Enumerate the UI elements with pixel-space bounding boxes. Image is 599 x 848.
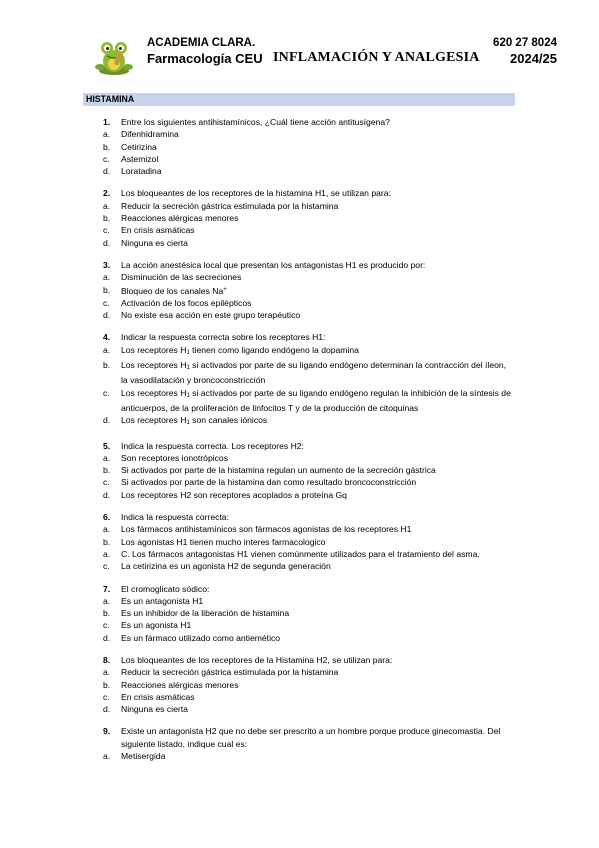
question-item	[103, 725, 515, 762]
answer-option	[103, 237, 515, 249]
answer-option	[103, 128, 515, 140]
option-text	[121, 452, 515, 464]
subscript: 1	[186, 365, 190, 372]
answer-option	[103, 212, 515, 224]
question-stem	[103, 259, 515, 271]
option-text	[121, 212, 515, 224]
option-text-body: son canales iónicos	[189, 415, 268, 426]
answer-option	[103, 750, 515, 762]
question-item	[103, 654, 515, 715]
answer-option	[103, 387, 515, 415]
option-text-body: Es un fármaco utilizado como antiemético	[121, 632, 281, 643]
option-text-body: Si activados por parte de la histamina regulan un aumento de la secreción gástrica	[121, 465, 436, 476]
option-text-body: Es un agonista H1	[121, 620, 192, 631]
option-text	[121, 523, 515, 535]
option-text-body: si activados por parte de su ligando endógeno determinan la contracción del íleon, la vasodilatación y broncoconstricción	[121, 360, 507, 386]
option-letter: a.	[103, 667, 111, 678]
option-text-body: Bloqueo de los canales Na	[121, 285, 224, 296]
question-stem	[103, 331, 515, 343]
option-letter: d.	[103, 310, 111, 321]
option-letter: a.	[103, 200, 111, 211]
option-letter: a.	[103, 272, 111, 283]
question-number: 9.	[103, 726, 111, 737]
option-text	[121, 309, 515, 321]
option-letter: d.	[103, 704, 111, 715]
option-letter: a.	[103, 548, 111, 559]
option-letter: c.	[103, 477, 110, 488]
option-text	[121, 666, 515, 678]
option-text-body: Ninguna es cierta	[121, 237, 188, 248]
option-text-prefix: Los receptores H	[121, 344, 187, 355]
question-number: 1.	[103, 117, 111, 127]
option-text	[121, 297, 515, 309]
option-text-body: Los agonistas H1 tienen mucho interes farmacologico	[121, 536, 326, 547]
question-item	[103, 440, 515, 501]
option-letter: a.	[103, 344, 111, 355]
option-letter: c.	[103, 387, 110, 398]
question-number: 5.	[103, 440, 111, 451]
option-text-body: La cetirizina es un agonista H2 de segunda generación	[121, 561, 331, 572]
answer-option	[103, 666, 515, 678]
option-text	[121, 200, 515, 212]
option-text-body: Loratadina	[121, 166, 162, 177]
answer-option	[103, 691, 515, 703]
option-letter: b.	[103, 213, 111, 224]
subscript: 1	[186, 420, 190, 427]
academic-year: 2024/25	[510, 51, 557, 66]
option-text-body: Reducir la secreción gástrica estimulada por la histamina	[121, 200, 339, 211]
question-item	[103, 187, 515, 248]
question-item	[103, 259, 515, 321]
question-stem	[103, 511, 515, 523]
option-letter: a.	[103, 129, 111, 140]
option-letter: b.	[103, 360, 111, 371]
option-text-body: Son receptores ionotrópicos	[121, 452, 229, 463]
option-letter: b.	[103, 536, 111, 547]
option-text	[121, 595, 515, 607]
answer-option	[103, 595, 515, 607]
option-text	[121, 679, 515, 691]
superscript: +	[223, 286, 227, 293]
question-text: Entre los siguientes antihistamínicos, ¿Cuál tiene acción antitusígena?	[121, 117, 390, 127]
answer-option	[103, 476, 515, 488]
question-item	[103, 116, 515, 177]
answer-option	[103, 452, 515, 464]
option-text	[121, 750, 515, 762]
answer-option	[103, 141, 515, 153]
question-text: Los bloqueantes de los receptores de la Histamina H2, se utilizan para:	[121, 654, 393, 665]
option-letter: b.	[103, 284, 111, 295]
option-text-body: Metisergida	[121, 751, 166, 762]
option-text-body: Reacciones alérgicas menores	[121, 213, 239, 224]
option-text-body: No existe esa acción en este grupo terapéutico	[121, 310, 301, 321]
option-text-body: En crisis asmáticas	[121, 691, 195, 702]
option-text-body: tienen como ligando endógeno la dopamina	[189, 344, 359, 355]
answer-option	[103, 619, 515, 631]
question-stem	[103, 116, 515, 128]
section-header: HISTAMINA	[83, 93, 515, 106]
subject-name: Farmacología CEU	[147, 51, 263, 66]
option-text-body: Activación de los focos epilépticos	[121, 297, 252, 308]
option-text	[121, 548, 515, 560]
option-letter: c.	[103, 561, 110, 572]
answer-option	[103, 414, 515, 429]
option-text-body: Es un antagonista H1	[121, 595, 204, 606]
answer-option	[103, 309, 515, 321]
answer-option	[103, 224, 515, 236]
option-text-body: Disminución de las secreciones	[121, 272, 242, 283]
option-text	[121, 489, 515, 501]
option-text-body: Reacciones alérgicas menores	[121, 679, 239, 690]
question-item	[103, 331, 515, 429]
answer-option	[103, 560, 515, 572]
option-text	[121, 284, 515, 297]
option-letter: b.	[103, 141, 111, 152]
option-text	[121, 703, 515, 715]
topic-title: INFLAMACIÓN Y ANALGESIA	[273, 50, 480, 65]
option-letter: c.	[103, 297, 110, 308]
option-text	[121, 476, 515, 488]
option-text	[121, 165, 515, 177]
option-text-body: Astemizol	[121, 153, 159, 164]
answer-option	[103, 359, 515, 387]
option-letter: d.	[103, 489, 111, 500]
option-text	[121, 632, 515, 644]
option-text	[121, 359, 515, 387]
option-text	[121, 464, 515, 476]
option-text-body: Cetirizina	[121, 141, 157, 152]
option-text-body: Reducir la secreción gástrica estimulada por la histamina	[121, 667, 339, 678]
option-letter: a.	[103, 751, 111, 762]
option-text-body: Difenhidramina	[121, 129, 179, 140]
option-text	[121, 387, 515, 415]
option-letter: a.	[103, 524, 111, 535]
answer-option	[103, 632, 515, 644]
option-letter: d.	[103, 237, 111, 248]
option-text	[121, 237, 515, 249]
question-list	[103, 116, 515, 772]
option-text-body: Si activados por parte de la histamina dan como resultado broncoconstricción	[121, 477, 417, 488]
option-text-body: C. Los fármacos antagonistas H1 vienen comúnmente utilizados para el tratamiento del asma.	[121, 548, 480, 559]
answer-option	[103, 679, 515, 691]
answer-option	[103, 607, 515, 619]
option-letter: c.	[103, 225, 110, 236]
option-letter: b.	[103, 679, 111, 690]
option-text-body: Es un inhibidor de la liberación de histamina	[121, 608, 290, 619]
answer-option	[103, 548, 515, 560]
answer-option	[103, 703, 515, 715]
question-item	[103, 583, 515, 644]
option-text-body: Los fármacos antihistamínicos son fármacos agonistas de los receptores H1	[121, 524, 412, 535]
answer-option	[103, 297, 515, 309]
question-stem	[103, 583, 515, 595]
question-stem	[103, 654, 515, 666]
question-text: El cromoglicato sódico:	[121, 583, 210, 594]
option-text	[121, 128, 515, 140]
answer-option	[103, 536, 515, 548]
option-text	[121, 691, 515, 703]
question-text: Indica la respuesta correcta:	[121, 512, 229, 523]
option-text	[121, 619, 515, 631]
question-text: Existe un antagonista H2 que no debe ser prescrito a un hombre porque produce ginecomastia. Del siguiente listado, indique cual es:	[121, 726, 501, 749]
question-item	[103, 511, 515, 572]
question-number: 7.	[103, 583, 111, 594]
question-stem	[103, 440, 515, 452]
question-text: Indica la respuesta correcta. Los receptores H2:	[121, 440, 304, 451]
option-letter: d.	[103, 415, 111, 426]
subscript: 1	[186, 349, 190, 356]
option-letter: b.	[103, 608, 111, 619]
question-text: Los bloqueantes de los receptores de la histamina H1, se utilizan para:	[121, 188, 391, 199]
answer-option	[103, 489, 515, 501]
answer-option	[103, 464, 515, 476]
question-stem	[103, 725, 515, 750]
frog-mascot-icon	[92, 37, 136, 77]
answer-option	[103, 200, 515, 212]
answer-option	[103, 165, 515, 177]
option-letter: d.	[103, 166, 111, 177]
option-text	[121, 153, 515, 165]
answer-option	[103, 271, 515, 283]
option-letter: c.	[103, 620, 110, 631]
subscript: 1	[186, 392, 190, 399]
option-letter: b.	[103, 465, 111, 476]
option-text-prefix: Los receptores H	[121, 360, 187, 371]
phone-number: 620 27 8024	[493, 37, 557, 49]
option-text	[121, 141, 515, 153]
option-letter: a.	[103, 452, 111, 463]
question-number: 6.	[103, 512, 111, 523]
option-letter: c.	[103, 153, 110, 164]
answer-option	[103, 284, 515, 297]
question-text: Indicar la respuesta correcta sobre los receptores H1:	[121, 332, 326, 343]
question-number: 4.	[103, 332, 111, 343]
option-text	[121, 607, 515, 619]
option-text	[121, 271, 515, 283]
question-stem	[103, 187, 515, 199]
answer-option	[103, 523, 515, 535]
question-number: 2.	[103, 188, 111, 199]
answer-option	[103, 153, 515, 165]
option-text	[121, 536, 515, 548]
option-text	[121, 224, 515, 236]
question-text: La acción anestésica local que presentan los antagonistas H1 es producido por:	[121, 259, 426, 270]
answer-option	[103, 344, 515, 359]
option-text-body: En crisis asmáticas	[121, 225, 195, 236]
academy-name: ACADEMIA CLARA.	[147, 37, 256, 49]
option-text-body: Ninguna es cierta	[121, 704, 188, 715]
question-number: 3.	[103, 259, 111, 270]
option-text-body: Los receptores H2 son receptores acoplados a proteína Gq	[121, 489, 347, 500]
option-text-prefix: Los receptores H	[121, 415, 187, 426]
option-letter: a.	[103, 595, 111, 606]
option-text-prefix: Los receptores H	[121, 387, 187, 398]
option-text-body: si activados por parte de su ligando endógeno regulan la inhibición de la síntesis de anticuerpos, de la proliferación de linfocitos T y de la producción de citoquinas	[121, 387, 511, 413]
option-letter: c.	[103, 691, 110, 702]
question-number: 8.	[103, 654, 111, 665]
option-text	[121, 344, 515, 359]
option-text	[121, 414, 515, 429]
option-letter: d.	[103, 632, 111, 643]
option-text	[121, 560, 515, 572]
